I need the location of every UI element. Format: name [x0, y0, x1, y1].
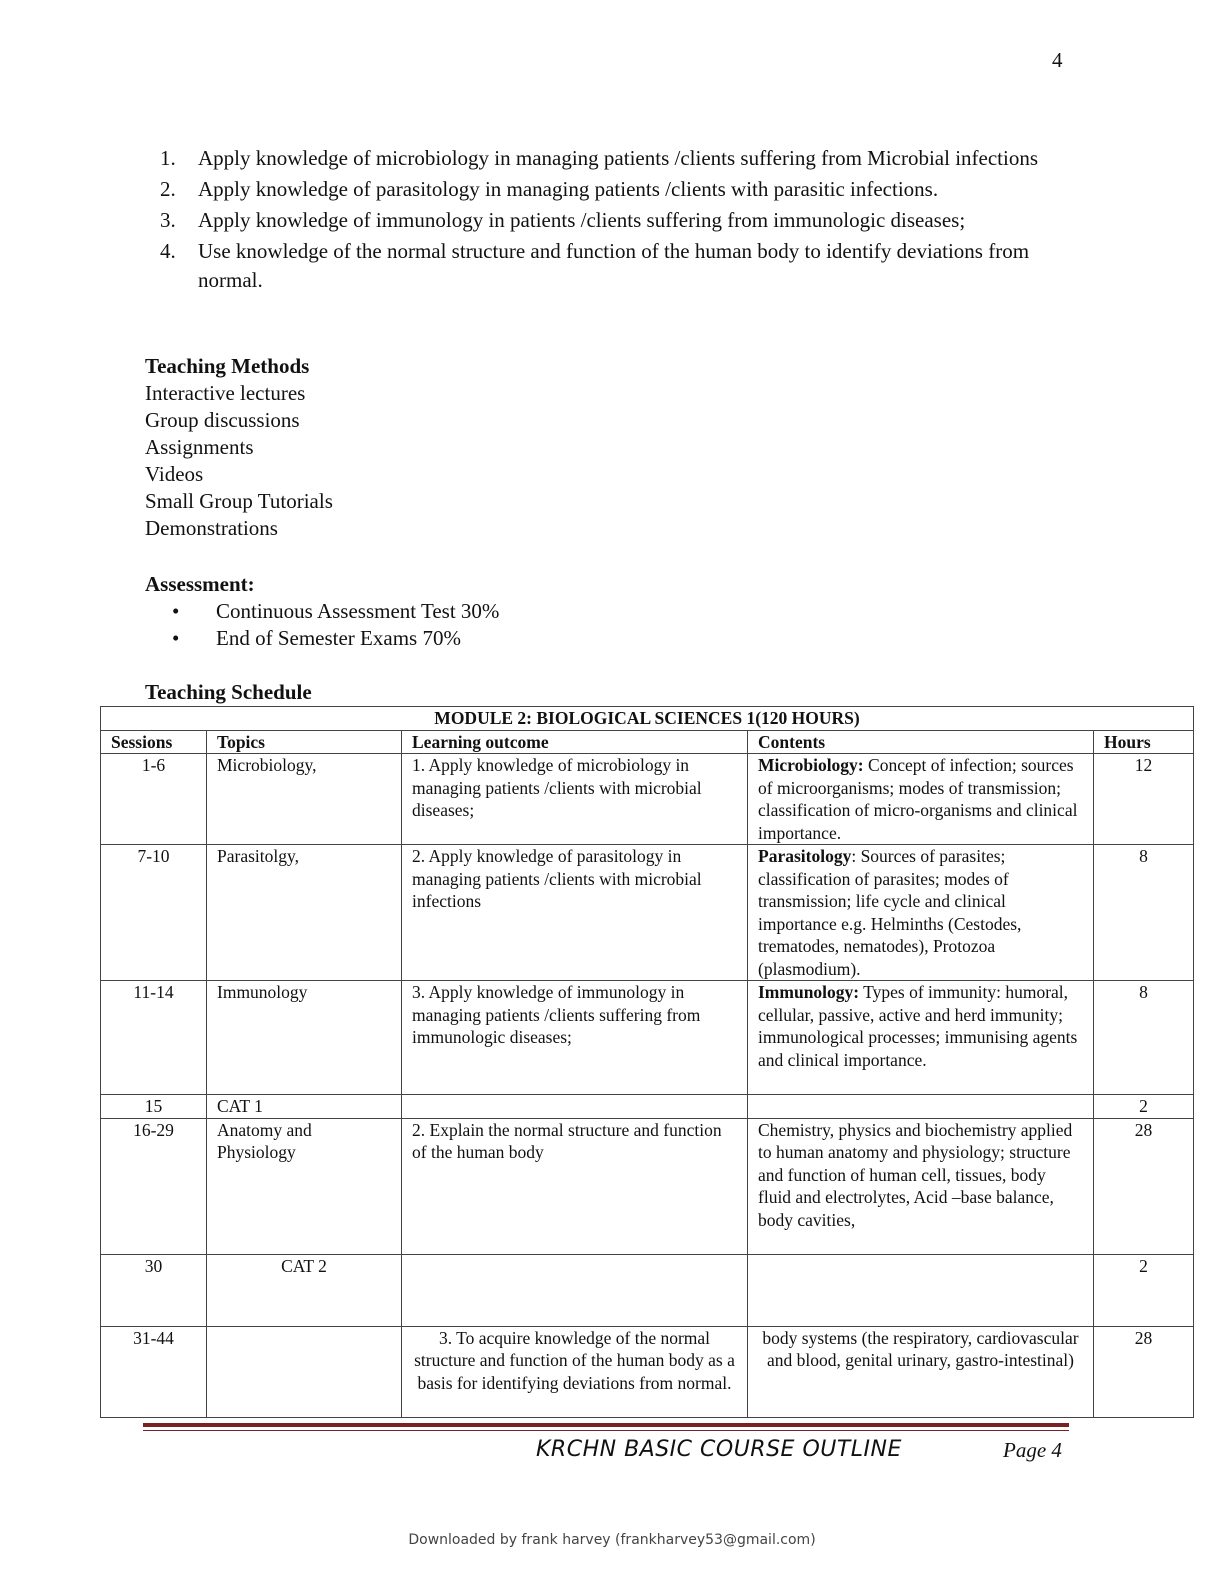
cell-topic: Parasitolgy, — [207, 845, 402, 981]
cell-outcome: 2. Explain the normal structure and function of the human body — [402, 1118, 748, 1254]
footer-page-number: Page 4 — [1003, 1438, 1062, 1462]
objective-item: 3. Apply knowledge of immunology in patients /clients suffering from immunologic diseases; — [160, 208, 966, 232]
cell-hours: 2 — [1094, 1254, 1194, 1326]
cell-contents: Microbiology: Concept of infection; sources of microorganisms; modes of transmission; classification of micro-organisms and clinical importance. — [748, 754, 1094, 845]
cell-hours: 2 — [1094, 1095, 1194, 1119]
cell-contents: Chemistry, physics and biochemistry applied to human anatomy and physiology; structure and function of human cell, tissues, body fluid and electrolytes, Acid –base balance, body cavities, — [748, 1118, 1094, 1254]
list-item: Small Group Tutorials — [145, 489, 333, 513]
assessment-heading: Assessment: — [145, 572, 255, 596]
cell-outcome: 3. Apply knowledge of immunology in managing patients /clients suffering from immunologic diseases; — [402, 981, 748, 1095]
cell-sessions: 31-44 — [101, 1326, 207, 1417]
header-hours: Hours — [1094, 730, 1194, 754]
cell-outcome — [402, 1254, 748, 1326]
cell-outcome: 2. Apply knowledge of parasitology in managing patients /clients with microbial infections — [402, 845, 748, 981]
list-item: Demonstrations — [145, 516, 278, 540]
list-item: • Continuous Assessment Test 30% — [172, 599, 500, 623]
cell-topic: Anatomy and Physiology — [207, 1118, 402, 1254]
cell-outcome — [402, 1095, 748, 1119]
cell-sessions: 30 — [101, 1254, 207, 1326]
cell-contents: body systems (the respiratory, cardiovascular and blood, genital urinary, gastro-intestinal) — [748, 1326, 1094, 1417]
footer-divider — [143, 1430, 1069, 1431]
objective-item: 1. Apply knowledge of microbiology in managing patients /clients suffering from Microbial infections — [160, 146, 1039, 170]
header-learning-outcome: Learning outcome — [402, 730, 748, 754]
cell-sessions: 11-14 — [101, 981, 207, 1095]
cell-sessions: 7-10 — [101, 845, 207, 981]
bullet-icon: • — [172, 599, 180, 623]
cell-hours: 28 — [1094, 1326, 1194, 1417]
table-module-row — [101, 707, 1194, 731]
teaching-methods-heading: Teaching Methods — [145, 354, 310, 378]
bullet-icon: • — [172, 626, 180, 650]
table-row — [101, 1326, 1194, 1417]
cell-topic: CAT 2 — [207, 1254, 402, 1326]
cell-topic: Immunology — [207, 981, 402, 1095]
cell-sessions: 15 — [101, 1095, 207, 1119]
teaching-schedule-heading: Teaching Schedule — [145, 680, 312, 704]
cell-outcome: 3. To acquire knowledge of the normal structure and function of the human body as a basis for identifying deviations from normal. — [402, 1326, 748, 1417]
table-row — [101, 1254, 1194, 1326]
objective-item: 4. Use knowledge of the normal structure and function of the human body to identify deviations from normal. — [160, 239, 1030, 292]
table-row — [101, 1118, 1194, 1254]
table-row — [101, 1095, 1194, 1119]
header-topics: Topics — [207, 730, 402, 754]
cell-contents — [748, 1254, 1094, 1326]
footer-title: KRCHN BASIC COURSE OUTLINE — [536, 1437, 902, 1462]
list-item: Group discussions — [145, 408, 300, 432]
list-item: Assignments — [145, 435, 254, 459]
module-title: MODULE 2: BIOLOGICAL SCIENCES 1(120 HOURS) — [101, 707, 1194, 731]
objectives-list — [160, 144, 1090, 297]
assessment-list — [172, 598, 499, 652]
cell-topic: CAT 1 — [207, 1095, 402, 1119]
cell-sessions: 16-29 — [101, 1118, 207, 1254]
cell-hours: 28 — [1094, 1118, 1194, 1254]
cell-contents — [748, 1095, 1094, 1119]
header-contents: Contents — [748, 730, 1094, 754]
cell-hours: 8 — [1094, 981, 1194, 1095]
download-note: Downloaded by frank harvey (frankharvey53@gmail.com) — [408, 1532, 816, 1548]
table-row — [101, 754, 1194, 845]
cell-hours: 12 — [1094, 754, 1194, 845]
list-item: • End of Semester Exams 70% — [172, 626, 461, 650]
teaching-methods-list — [145, 380, 333, 542]
list-item: Videos — [145, 462, 204, 486]
cell-topic — [207, 1326, 402, 1417]
teaching-schedule-table — [100, 706, 1194, 1418]
table-row — [101, 981, 1194, 1095]
cell-hours: 8 — [1094, 845, 1194, 981]
cell-contents: Parasitology: Sources of parasites; classification of parasites; modes of transmission; life cycle and clinical importance e.g. Helminths (Cestodes, trematodes, nematodes), Protozoa (plasmodium). — [748, 845, 1094, 981]
page-number: 4 — [1052, 48, 1063, 72]
footer-divider — [143, 1423, 1069, 1427]
cell-contents: Immunology: Types of immunity: humoral, cellular, passive, active and herd immunity; immunological processes; immunising agents and clinical importance. — [748, 981, 1094, 1095]
cell-topic: Microbiology, — [207, 754, 402, 845]
cell-outcome: 1. Apply knowledge of microbiology in managing patients /clients with microbial diseases; — [402, 754, 748, 845]
table-row — [101, 845, 1194, 981]
table-header-row — [101, 730, 1194, 754]
objective-item: 2. Apply knowledge of parasitology in managing patients /clients with parasitic infections. — [160, 177, 939, 201]
list-item: Interactive lectures — [145, 381, 306, 405]
cell-sessions: 1-6 — [101, 754, 207, 845]
header-sessions: Sessions — [101, 730, 207, 754]
